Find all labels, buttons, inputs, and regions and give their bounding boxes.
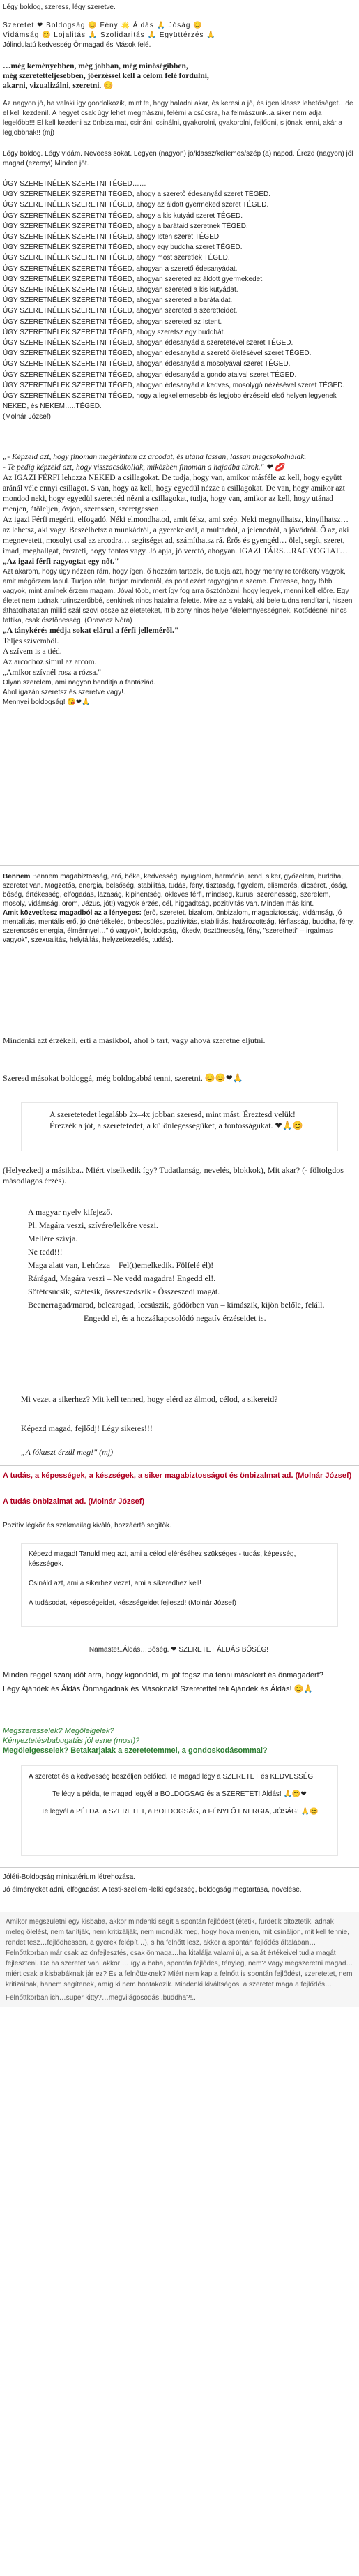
romantic-line: „- Képzeld azt, hogy finoman megérintem az arcodat, és utána lassan, lassan megcsókolnálak. bbox=[3, 453, 307, 461]
poem-section bbox=[28, 1206, 355, 1325]
author-signature: (Molnár József) bbox=[3, 413, 51, 421]
megolelgesselek-text: Megölelgesselek? Betakarjalak a szeretetemmel, a gondoskodásommal? bbox=[3, 1746, 268, 1755]
igazi-ferfi-paragraph: Az IGAZI FÉRFI lehozza NEKED a csillagokat. De tudja, hogy van, amikor másféle az kell, hogy együtt aránál véle ennyi csillagot. S van, hogy az kell, hogy egyedül nézze a csillagokat. De van, hogy amikor azt mondod neki, hogy egyedül szeretnéd nézni a csillagokat, tudja, hogy van, amikor az kell, hogy utánad menjen, átöleljen, óvjon, szeressen, szeretgessen… bbox=[3, 474, 345, 514]
szeretlek-item: ÚGY SZERETNÉLEK SZERETNI TÉGED, ahogy szeretsz egy buddhát. bbox=[3, 328, 226, 336]
amit-lead: Amit közvetítesz magadból az a lényeges: bbox=[3, 909, 142, 917]
bold-quote-line-1: …még keményebben, még jobban, még minőségibben, bbox=[3, 62, 188, 70]
pozitiv-line bbox=[3, 1521, 355, 1531]
bennem-section bbox=[3, 872, 355, 945]
mi-vezet-text: Mi vezet a sikerhez? Mit kell tenned, hogy elérd az álmod, célod, a sikereid? bbox=[21, 1394, 278, 1404]
bennem-lead: Bennem bbox=[3, 873, 31, 881]
footer-text: Amikor megszületni egy kisbaba, akkor mindenki segít a spontán fejlődést (étetik, fürdetik öltöztetik, adnak meleg ölelést, nem tanítják, nem kritizálják, nem mondják meg, hogy hova menjen, mit csináljon, mit kell tennie, rendet tesz…fejlődhessen, a gyerek felépít…), s ha felnőtt lesz, akkor a spontán fejlődés általában… Felnőttkorban már csak az önfejlesztés, csak önmaga…ha kitalálja valami új, a saját értékeivel tudja magát fejleszteni. De ha szeretet van, akkor … így a baba, spontán fejlődés, tényleg, nem? Vagy megszeretni magad… miért csak a kisbabáknak jár ez? És a felnőtteknek? Miért nem kap a felnőtt is spontán fejlődést, szeretetet, nem kritizálnak, hanem segítenek, amíg ki nem bontakozik. Mindenki kiváltságos, a szeretet maga a fejlődés… bbox=[6, 1918, 353, 1989]
amit-body: (erő, szeretet, bizalom, önbizalom, magabiztosság, vidámság, jó mentalitás, mentális erő, jó önértékelés, önbecsülés, pozitivitás, stabilitás, határozottság, férfiasság, buddha, fény, szerencsés energia, élménnyel…"jó vagyok", boldogság, jókedv, ösztönesség, fény, "szeretheti" – irgalmas vagyok", szexualitás, helytállás, helyzetkezelés, tudás). bbox=[3, 909, 354, 944]
tudas-heading-text: A tudás, a képességek, a készségek, a siker magabiztosságot és önbizalmat ad. (Molnár József) bbox=[3, 1472, 352, 1480]
szeretlek-item: ÚGY SZERETNÉLEK SZERETNI TÉGED, ahogyan szereted az Istent. bbox=[3, 317, 222, 326]
szeretlek-item: ÚGY SZERETNÉLEK SZERETNI TÉGED, ahogy a barátaid szeretnek TÉGED. bbox=[3, 222, 248, 230]
poem-line: Rárágad, Magára veszi – Ne vedd magadra! Engedd el!. bbox=[28, 1273, 216, 1283]
tudas-heading bbox=[3, 1471, 355, 1481]
poem-line: Beenerragad/marad, belezragad, lecsúszik, gödörben van – kimászik, kijön belőle, feláll. bbox=[28, 1300, 325, 1310]
szeresd-text: Szeresd másokat boldoggá, még boldogabbá tenni, szeretni. 😊😊❤🙏 bbox=[3, 1073, 243, 1083]
kedvesseg-box-line: Te légy a példa, te magad legyél a BOLDOGSÁG és a SZERETET! Áldás! 🙏😊❤ bbox=[52, 1790, 307, 1798]
mi-vezet-line bbox=[21, 1394, 355, 1405]
mindenki-line bbox=[3, 1035, 355, 1046]
szeretlek-item: ÚGY SZERETNÉLEK SZERETNI TÉGED, ahogyan édesanyád a mosolyával szeret TÉGED. bbox=[3, 360, 291, 368]
kepezd-text: Képezd magad, fejlődj! Légy sikeres!!! bbox=[21, 1423, 153, 1433]
joleti-text: Jóléti-Boldogság minisztérium létrehozása. bbox=[3, 1873, 136, 1881]
fokusz-line bbox=[21, 1447, 355, 1458]
romantic-line: Az arcodhoz simul az arcom. bbox=[3, 658, 97, 666]
kenyeztetes-text: Kényeztetés/babugatás jól esne (most)? bbox=[3, 1737, 140, 1745]
szeretet-box bbox=[21, 1102, 338, 1151]
jo-elmenyeket-text: Jó élményeket adni, elfogadást. A testi-szellemi-lelki egészség, boldogság megtartása, növelése. bbox=[3, 1886, 302, 1894]
megszeresselek-text: Megszeresselek? Megölelgelek? bbox=[3, 1727, 114, 1735]
legy-paragraph-text: Légy boldog. Légy vidám. Neveess sokat. Legyen (nagyon) jó/klassz/kellemes/szép (a) napod. Érezd (nagyon) jól magad (ezemyi) Minden jót. bbox=[3, 150, 353, 167]
footer-end-text: Felnőttkorban ich…super kitty?…megvilágosodás..buddha?!.. bbox=[6, 1994, 196, 2002]
intro-line-1: Légy boldog, szeress, légy szeretve. bbox=[3, 3, 116, 11]
bennem-text bbox=[3, 872, 355, 908]
bennem-body: Bennem magabiztosság, erő, béke, kedvesség, nyugalom, harmónia, rend, siker, győzelem, buddha, szeretet van. Magzetős, energia, belsőség, stabilitás, tudás, fény, tisztaság, figyelem, elismerés, dicséret, jóság, bőség, értékesség, elfogadás, lazaság, kipihentség, okleves férfi, mindség, kurus, szerenesség, szerelem, mosoly, vidámság, öröm, Jézus, jót!) vagyok érzés, cél, higgadtság, pozitívitás van. Minden más kint. bbox=[3, 873, 349, 908]
poem-line: Maga alatt van, Lehúzza – Fel(t)emelkedik. Fölfelé él)! bbox=[28, 1260, 214, 1270]
kedvesseg-box-line: A szeretet és a kedvesség beszéljen belőled. Te magad légy a SZERETET és KEDVESSÉG! bbox=[29, 1773, 315, 1781]
values-line-1: Szeretet ❤ Boldogság 😊 Fény 🌟 Áldás 🙏 Jóság 😊 bbox=[3, 22, 203, 29]
namaste-text: Namaste!..Áldás…Bőség. ❤ SZERETET ÁLDÁS BŐSÉG! bbox=[89, 1646, 269, 1654]
romantic-block bbox=[3, 452, 355, 707]
namaste-line bbox=[3, 1645, 355, 1655]
poem-line: Pl. Magára veszi, szívére/lelkére veszi. bbox=[28, 1220, 158, 1230]
szeretlek-item: ÚGY SZERETNÉLEK SZERETNI TÉGED, ahogyan szereted a kis kutyádat. bbox=[3, 286, 238, 294]
kepezd-line bbox=[21, 1423, 355, 1434]
values-line-3: Jólindulatú kedvesség Önmagad és Mások felé. bbox=[3, 41, 151, 49]
pozitiv-text: Pozitív légkör és szakmailag kiváló, hozzáértő segítők. bbox=[3, 1522, 171, 1529]
ragyogtat-quote: „Az igazi férfi ragyogtat egy nőt." bbox=[3, 557, 119, 566]
szeresd-line bbox=[3, 1073, 355, 1084]
values-section bbox=[3, 21, 355, 50]
joleti-section bbox=[3, 1873, 355, 1895]
tanykeres-quote: „A tánykérés médja sokat elárul a férfi jelleméről." bbox=[3, 627, 179, 635]
romantic-line: A szívem is a tiéd. bbox=[3, 647, 62, 656]
reggel-section bbox=[3, 1670, 355, 1694]
divider-4 bbox=[0, 1465, 359, 1466]
szeretlek-item: ÚGY SZERETNÉLEK SZERETNI TÉGED, ahogyan szereted a szeretteidet. bbox=[3, 307, 238, 315]
legy-paragraph bbox=[3, 149, 355, 169]
paragraph-start-text: Az nagyon jó, ha valaki így gondolkozik, mint te, hogy haladni akar, és keresi a jó, és igen klassz lehetőséget…de el kell kezdeni!. A hegyet csak úgy lehet megmászni, felérni a csúcsra, ha felmászunk..a siker nem adja legelőbb!!! El kell kezdeni az önbizalmat, csináni, csinálni, gyakorolni, gyakorolni, fejlődni, s jönak lenni, akár a legjobbnak!! (mj) bbox=[3, 100, 353, 137]
romantic-line: Teljes szívemből. bbox=[3, 637, 59, 645]
romantic-line: Mennyei boldogság! 😘❤🙏 bbox=[3, 698, 91, 706]
kepezd-box-line: Képezd magad! Tanuld meg azt, ami a célod eléréséhez szükséges - tudás, képesség, készségek. bbox=[29, 1550, 296, 1568]
divider-7 bbox=[0, 1867, 359, 1868]
szeretlek-item: ÚGY SZERETNÉLEK SZERETNI TÉGED, ahogyan édesanyád a szeretetével szeret TÉGED. bbox=[3, 339, 293, 347]
amit-text bbox=[3, 908, 355, 945]
intro-section bbox=[3, 3, 355, 13]
szeretlek-item: ÚGY SZERETNÉLEK SZERETNI TÉGED, ahogyan szereted a barátaidat. bbox=[3, 297, 233, 305]
megszeresselek-section bbox=[3, 1726, 355, 1755]
szeretlek-item: ÚGY SZERETNÉLEK SZERETNI TÉGED, ahogy a kis kutyád szeret TÉGED. bbox=[3, 211, 243, 220]
igazi-ferfi-paragraph-2: Az igazi Férfi megérti, elfogadó. Néki elmondhatod, amit félsz, ami szép. Neki megnyílhatsz, kinyílhatsz… az lehetsz, aki vagy. Beszélhetsz a munkádról, a gyerekekről, a múltadról, a jelenedről, a jövődről. Ő az, aki megnevetett, mosolyt csal az arcodra… segítséget ad, számíthatsz rá. Érős és gyengéd… ölel, segít, szeret, imád, meghallgat, érezteti, hogy fontos vagy. Jó apja, jó verető, ahogyan. IGAZI TÁRS…RAGYOGTAT… bbox=[3, 516, 349, 555]
poem-line: Ne tedd!!! bbox=[28, 1247, 63, 1257]
divider-3 bbox=[0, 865, 359, 866]
szeretet-box-line-1: A szeretetedet legalább 2x–4x jobban szeresd, mint mást. Éreztesd velük! bbox=[49, 1109, 296, 1119]
values-line-2: Vidámság 😊 Lojalitás 🙏 Szolidaritás 🙏 Együttérzés 🙏 bbox=[3, 31, 216, 39]
oravecz-paragraph: Azt akarom, hogy úgy nézzen rám, hogy ígen, ő hozzám tartozik, de tudja azt, hogy mennyire törékeny vagyok, amit mégőrzem lapul. Tudjon róla, tudjon mindenről, és pont ezért ragyogjon a szeme. Éretesse, hogy több vagyok, mint amínek érzem magam. Jóval több, mert így fog arra ösztönözni, hogy legyek, menni kell előre. Egy életet nem tudnak rutinszerűbbé, senkinek nincs hatalma felette. Mire az a valaki, aki bele tudna rendítani, hiszen áthatolhatatlan millió szál szövi össze az életeteket, itt bizony nincs helye félelemnyességnek. Kötődésnél nincs tattika, csak ösztönesség. (Oravecz Nóra) bbox=[3, 568, 353, 624]
helyezkedj-text: (Helyezkedj a másikba.. Miért viselkedik így? Tudatlanság, nevelés, blokkok), Mit akar? (- föltolgdos – másodlagos érzés). bbox=[3, 1165, 350, 1185]
szeretlek-item: ÚGY SZERETNÉLEK SZERETNI TÉGED, ahogy a szerető édesanyád szeret TÉGED. bbox=[3, 190, 271, 199]
paragraph-start bbox=[3, 99, 355, 138]
romantic-line: - Te pedig képzeld azt, hogy visszacsókollak, miközben finoman a hajadba túrok." ❤ 💋 bbox=[3, 463, 285, 472]
helyezkedj-line bbox=[3, 1165, 355, 1186]
kepezd-box-line: A tudásodat, képességeidet, készségeidet fejleszd! (Molnár József) bbox=[29, 1599, 236, 1607]
szeretlek-item: ÚGY SZERETNÉLEK SZERETNI TÉGED, ahogy most szeretlek TÉGED. bbox=[3, 254, 230, 262]
kedvesseg-box-line: Te legyél a PÉLDA, a SZERETET, a BOLDOGSÁG, a FÉNYLŐ ENERGIA, JÓSÁG! 🙏😊 bbox=[40, 1808, 319, 1815]
kepezd-box bbox=[21, 1543, 338, 1627]
poem-line: Sötétcsúcsik, szétesik, összeszedszik - Összeszedi magát. bbox=[28, 1287, 220, 1296]
bold-quote-line-3: akarni, vizualizálni, szeretni. 😊 bbox=[3, 82, 114, 90]
romantic-line: Olyan szerelem, ami nagyon benditja a fantáziád. bbox=[3, 679, 156, 687]
romantic-line: „Amikor szívnél rosz a rózsa." bbox=[3, 668, 102, 677]
szeretet-box-line-2: Érezzék a jót, a szeretetedet, a különlegességüket, a fontosságukat. ❤🙏😊 bbox=[49, 1121, 303, 1130]
footer-paragraph bbox=[0, 1912, 359, 2007]
szeretlek-item: ÚGY SZERETNÉLEK SZERETNI TÉGED, ahogy egy buddha szeret TÉGED. bbox=[3, 244, 243, 252]
kepezd-box-line: Csináld azt, ami a sikerhez vezet, ami a sikeredhez kell! bbox=[29, 1580, 201, 1587]
szeretlek-item: ÚGY SZERETNÉLEK SZERETNI TÉGED, ahogy Isten szeret TÉGED. bbox=[3, 233, 221, 241]
poem-line: Mellére szívja. bbox=[28, 1234, 78, 1243]
szeretlek-item: ÚGY SZERETNÉLEK SZERETNI TÉGED, hogy a legkellemesebb és legjobb érzéseid első helyen legyenek NEKED, és NEKEM…..TÉGED. bbox=[3, 392, 337, 411]
romantic-line: Ahol igazán szeretsz és szeretve vagy!. bbox=[3, 689, 125, 696]
bold-quote-line-2: még szeretetteljesebben, jóérzéssel kell a célom felé fordulni, bbox=[3, 72, 209, 80]
szeretlek-item: ÚGY SZERETNÉLEK SZERETNI TÉGED, ahogy az áldott gyermeked szeret TÉGED. bbox=[3, 201, 269, 209]
tudas-subheading bbox=[3, 1497, 355, 1506]
poem-line: Engedd el, és a hozzákapcsolódó negatív érzéseidet is. bbox=[84, 1313, 266, 1323]
ajandek-text: Légy Ajándék és Áldás Önmagadnak és Másoknak! Szeretettel teli Ajándék és Áldás! 😊🙏 bbox=[3, 1685, 314, 1693]
szeretlek-list bbox=[3, 179, 355, 423]
szeretlek-item: ÚGY SZERETNÉLEK SZERETNI TÉGED, ahogyan szereted az áldott gyermekedet. bbox=[3, 275, 264, 283]
reggel-text: Minden reggel szánj időt arra, hogy kigondold, mi jót fogsz ma tenni másokért és önmagadért? bbox=[3, 1671, 323, 1679]
szeretlek-item: ÚGY SZERETNÉLEK SZERETNI TÉGED, ahogyan édesanyád a kedves, mosolygó nézésével szeret TÉGED. bbox=[3, 381, 345, 389]
fokusz-text: „A fókuszt érzül meg!" (mj) bbox=[21, 1447, 114, 1457]
szeretlek-item: ÚGY SZERETNÉLEK SZERETNI TÉGED, ahogyan édesanyád a szerető ölelésével szeret TÉGED. bbox=[3, 350, 312, 358]
szeretlek-item: ÚGY SZERETNÉLEK SZERETNI TÉGED…… bbox=[3, 180, 146, 188]
szeretlek-item: ÚGY SZERETNÉLEK SZERETNI TÉGED, ahogyan édesanyád a gondolataival szeret TÉGED. bbox=[3, 370, 297, 379]
poem-line: A magyar nyelv kifejező. bbox=[28, 1207, 113, 1217]
tudas-subheading-text: A tudás önbizalmat ad. (Molnár József) bbox=[3, 1497, 145, 1506]
bold-quote bbox=[3, 61, 355, 91]
mindenki-text: Mindenki azt érzékeli, érti a másikból, ahol ő tart, vagy ahová szeretne eljutni. bbox=[3, 1035, 266, 1045]
kedvesseg-box bbox=[21, 1765, 338, 1856]
szeretlek-item: ÚGY SZERETNÉLEK SZERETNI TÉGED, ahogyan a szerető édesanyádat. bbox=[3, 264, 238, 273]
